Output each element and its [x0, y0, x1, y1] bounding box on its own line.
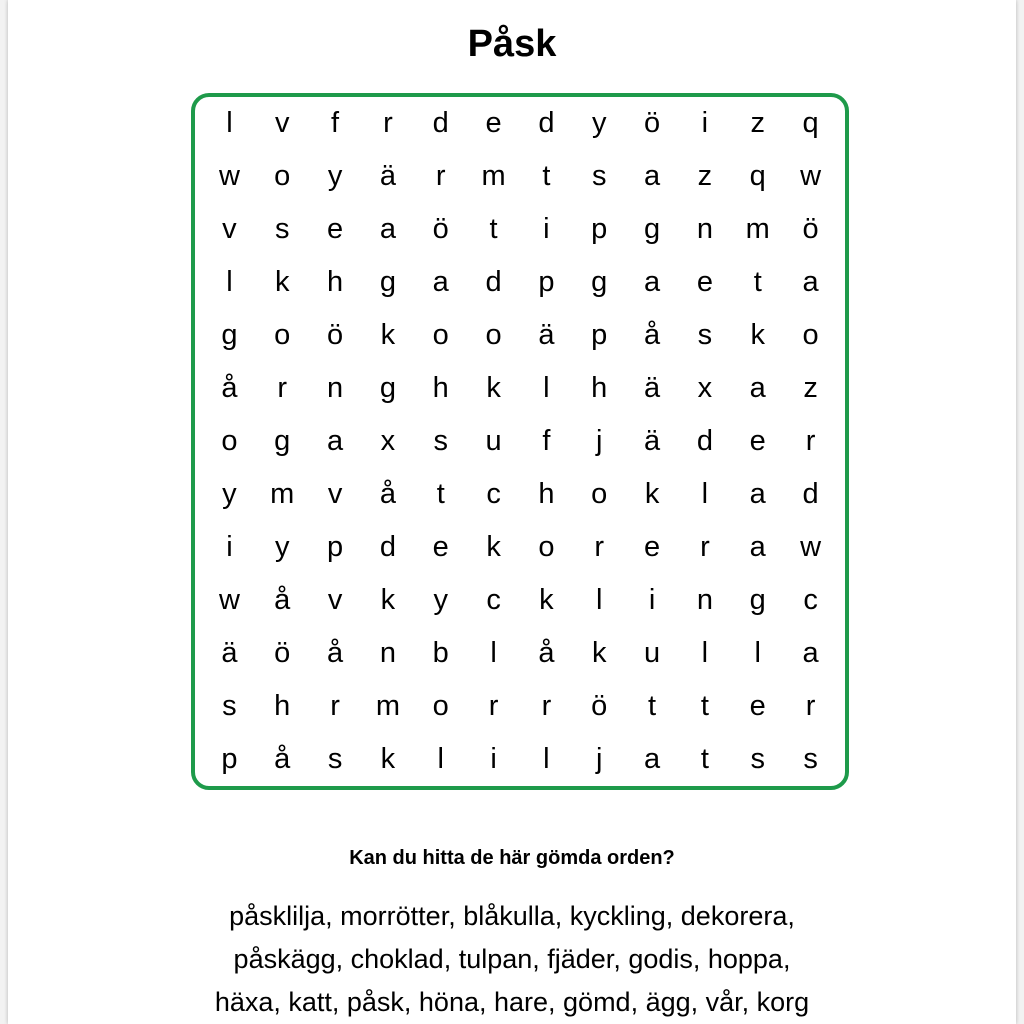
grid-letter: u [644, 637, 661, 669]
grid-letter: a [749, 478, 766, 510]
grid-letter: y [327, 160, 343, 192]
grid-letter: i [701, 107, 709, 139]
grid-letter: ö [432, 213, 449, 245]
grid-letter: o [538, 531, 555, 563]
grid-letter: j [596, 425, 603, 457]
grid-letter: t [648, 690, 657, 722]
grid-letter: x [380, 425, 396, 457]
grid-letter: l [490, 637, 497, 669]
word-list [8, 895, 1016, 1024]
grid-letter: w [800, 160, 822, 192]
grid-letter: k [750, 319, 765, 351]
grid-letter: e [644, 531, 661, 563]
grid-letter: d [802, 478, 819, 510]
grid-letter: a [379, 213, 396, 245]
grid-letter: m [745, 213, 770, 245]
grid-letter: t [700, 743, 709, 775]
grid-letter: k [486, 372, 501, 404]
grid-letter: v [327, 478, 343, 510]
grid-letter: q [802, 107, 819, 139]
grid-letter: g [749, 584, 766, 616]
grid-letter: r [435, 160, 446, 192]
grid-letter: l [437, 743, 444, 775]
word-list-line: häxa, katt, påsk, höna, hare, gömd, ägg, vår, korg [214, 987, 810, 1017]
grid-letter: y [274, 531, 290, 563]
grid-letter: a [644, 266, 661, 298]
grid-letter: e [327, 213, 344, 245]
grid-letter: v [327, 584, 343, 616]
grid-letter: k [380, 743, 396, 775]
grid-letter: a [802, 266, 819, 298]
grid-letter: ä [644, 425, 661, 457]
grid-letter: t [753, 266, 762, 298]
grid-letter: a [644, 743, 661, 775]
grid-letter: k [380, 319, 396, 351]
grid-letter: t [436, 478, 445, 510]
grid-letter: z [803, 372, 818, 404]
grid-letter: r [541, 690, 552, 722]
grid-letter: n [379, 637, 396, 669]
grid-letter: k [644, 478, 660, 510]
grid-letter: l [754, 637, 761, 669]
grid-letter: h [274, 690, 291, 722]
grid-letter: a [749, 531, 766, 563]
grid-letter: f [542, 425, 551, 457]
grid-letter: l [226, 107, 233, 139]
grid-letter: a [327, 425, 344, 457]
grid-letter: r [805, 425, 816, 457]
grid-letter: a [749, 372, 766, 404]
grid-letter: k [591, 637, 607, 669]
grid-letter: g [274, 425, 291, 457]
grid-letter: v [222, 213, 237, 245]
grid-letter: m [270, 478, 295, 510]
grid-letter: a [802, 637, 819, 669]
grid-letter: r [277, 372, 288, 404]
grid-letter: y [591, 107, 607, 139]
grid-letter: ö [802, 213, 819, 245]
grid-letter: s [803, 743, 818, 775]
grid-letter: s [327, 743, 343, 775]
grid-letter: a [432, 266, 449, 298]
grid-letter: r [594, 531, 605, 563]
grid-letter: ä [379, 160, 396, 192]
grid-letter: w [218, 160, 240, 192]
grid-letter: ö [274, 637, 291, 669]
grid-letter: o [221, 425, 238, 457]
grid-letter: å [274, 743, 291, 775]
grid-letter: ä [538, 319, 555, 351]
grid-letter: å [274, 584, 291, 616]
grid-letter: t [542, 160, 551, 192]
grid-letter: k [486, 531, 501, 563]
grid-letter: r [383, 107, 393, 139]
grid-letter: u [485, 425, 502, 457]
grid-letter: o [432, 690, 449, 722]
grid-letter: a [644, 160, 661, 192]
grid-letter: g [644, 213, 661, 245]
grid-letter: r [330, 690, 340, 722]
grid-letter: r [488, 690, 499, 722]
grid-letter: p [591, 319, 608, 351]
grid-letter: e [749, 690, 766, 722]
grid-letter: å [379, 478, 396, 510]
grid-letter: p [221, 743, 238, 775]
grid-letter: y [222, 478, 237, 510]
grid-letter: s [274, 213, 290, 245]
grid-letter: g [591, 266, 608, 298]
grid-letter: e [485, 107, 502, 139]
grid-letter: ä [221, 637, 238, 669]
grid-letter: å [644, 319, 661, 351]
grid-letter: r [805, 690, 816, 722]
grid-letter: n [696, 213, 713, 245]
grid-letter: o [432, 319, 449, 351]
grid-letter: j [596, 743, 603, 775]
grid-letter: o [274, 160, 291, 192]
grid-letter: l [701, 637, 709, 669]
grid-letter: n [327, 372, 344, 404]
grid-letter: ö [327, 319, 344, 351]
grid-letter: c [486, 478, 501, 510]
grid-letter: v [274, 107, 290, 139]
grid-letter: å [327, 637, 344, 669]
grid-letter: c [486, 584, 501, 616]
grid-letter: å [538, 637, 555, 669]
grid-letter: z [697, 160, 713, 192]
grid-letter: o [591, 478, 608, 510]
grid-letter: t [700, 690, 709, 722]
grid-letter: h [591, 372, 608, 404]
grid-letter: s [222, 690, 237, 722]
grid-letter: d [538, 107, 555, 139]
grid-letter: n [696, 584, 713, 616]
grid-letter: t [489, 213, 498, 245]
grid-letter: o [274, 319, 291, 351]
grid-letter: ö [591, 690, 608, 722]
grid-letter: i [648, 584, 656, 616]
grid-letter: e [696, 266, 713, 298]
grid-letter: g [221, 319, 238, 351]
grid-letter: i [490, 743, 497, 775]
word-list-line: påskägg, choklad, tulpan, fjäder, godis, hoppa, [233, 944, 791, 974]
grid-letter: e [749, 425, 766, 457]
grid-letter: b [432, 637, 449, 669]
grid-letter: w [218, 584, 240, 616]
grid-letter: h [327, 266, 344, 298]
grid-letter: x [697, 372, 713, 404]
grid-letter: i [543, 213, 550, 245]
grid-letter: h [432, 372, 449, 404]
grid-letter: m [375, 690, 400, 722]
grid-letter: ä [644, 372, 661, 404]
grid-letter: p [327, 531, 344, 563]
grid-letter: y [433, 584, 448, 616]
grid-letter: l [701, 478, 709, 510]
grid-letter: k [274, 266, 290, 298]
grid-letter: o [485, 319, 502, 351]
grid-letter: h [538, 478, 555, 510]
grid-letter: c [803, 584, 818, 616]
grid-letter: d [379, 531, 396, 563]
grid-letter: g [379, 372, 396, 404]
word-search-grid [191, 93, 849, 790]
grid-letter: w [800, 531, 822, 563]
grid-letter: r [700, 531, 710, 563]
grid-letter: s [750, 743, 765, 775]
grid-letter: d [696, 425, 713, 457]
grid-letter: e [432, 531, 449, 563]
instructions-text: Kan du hitta de här gömda orden? [349, 847, 675, 869]
grid-letter: s [591, 160, 607, 192]
grid-letter: ö [644, 107, 661, 139]
grid-letter: å [221, 372, 238, 404]
grid-letter: p [538, 266, 555, 298]
grid-letter: z [750, 107, 765, 139]
grid-letter: d [432, 107, 449, 139]
grid-letter: d [485, 266, 502, 298]
grid-letter: f [331, 107, 340, 139]
grid-letter: p [591, 213, 608, 245]
grid-letter: s [697, 319, 713, 351]
grid-letter: g [379, 266, 396, 298]
grid-letter: m [481, 160, 506, 192]
grid-letter: l [596, 584, 603, 616]
grid-letter: i [226, 531, 233, 563]
grid-letter: l [226, 266, 233, 298]
page-title: Påsk [467, 23, 557, 65]
word-list-line: påsklilja, morrötter, blåkulla, kyckling, dekorera, [229, 901, 795, 931]
grid-letter: k [539, 584, 554, 616]
worksheet-page [8, 0, 1016, 1024]
grid-letter: l [543, 372, 550, 404]
grid-letter: q [749, 160, 766, 192]
grid-letter: l [543, 743, 550, 775]
grid-letter: s [433, 425, 448, 457]
grid-letter: o [802, 319, 819, 351]
grid-letter: k [380, 584, 396, 616]
